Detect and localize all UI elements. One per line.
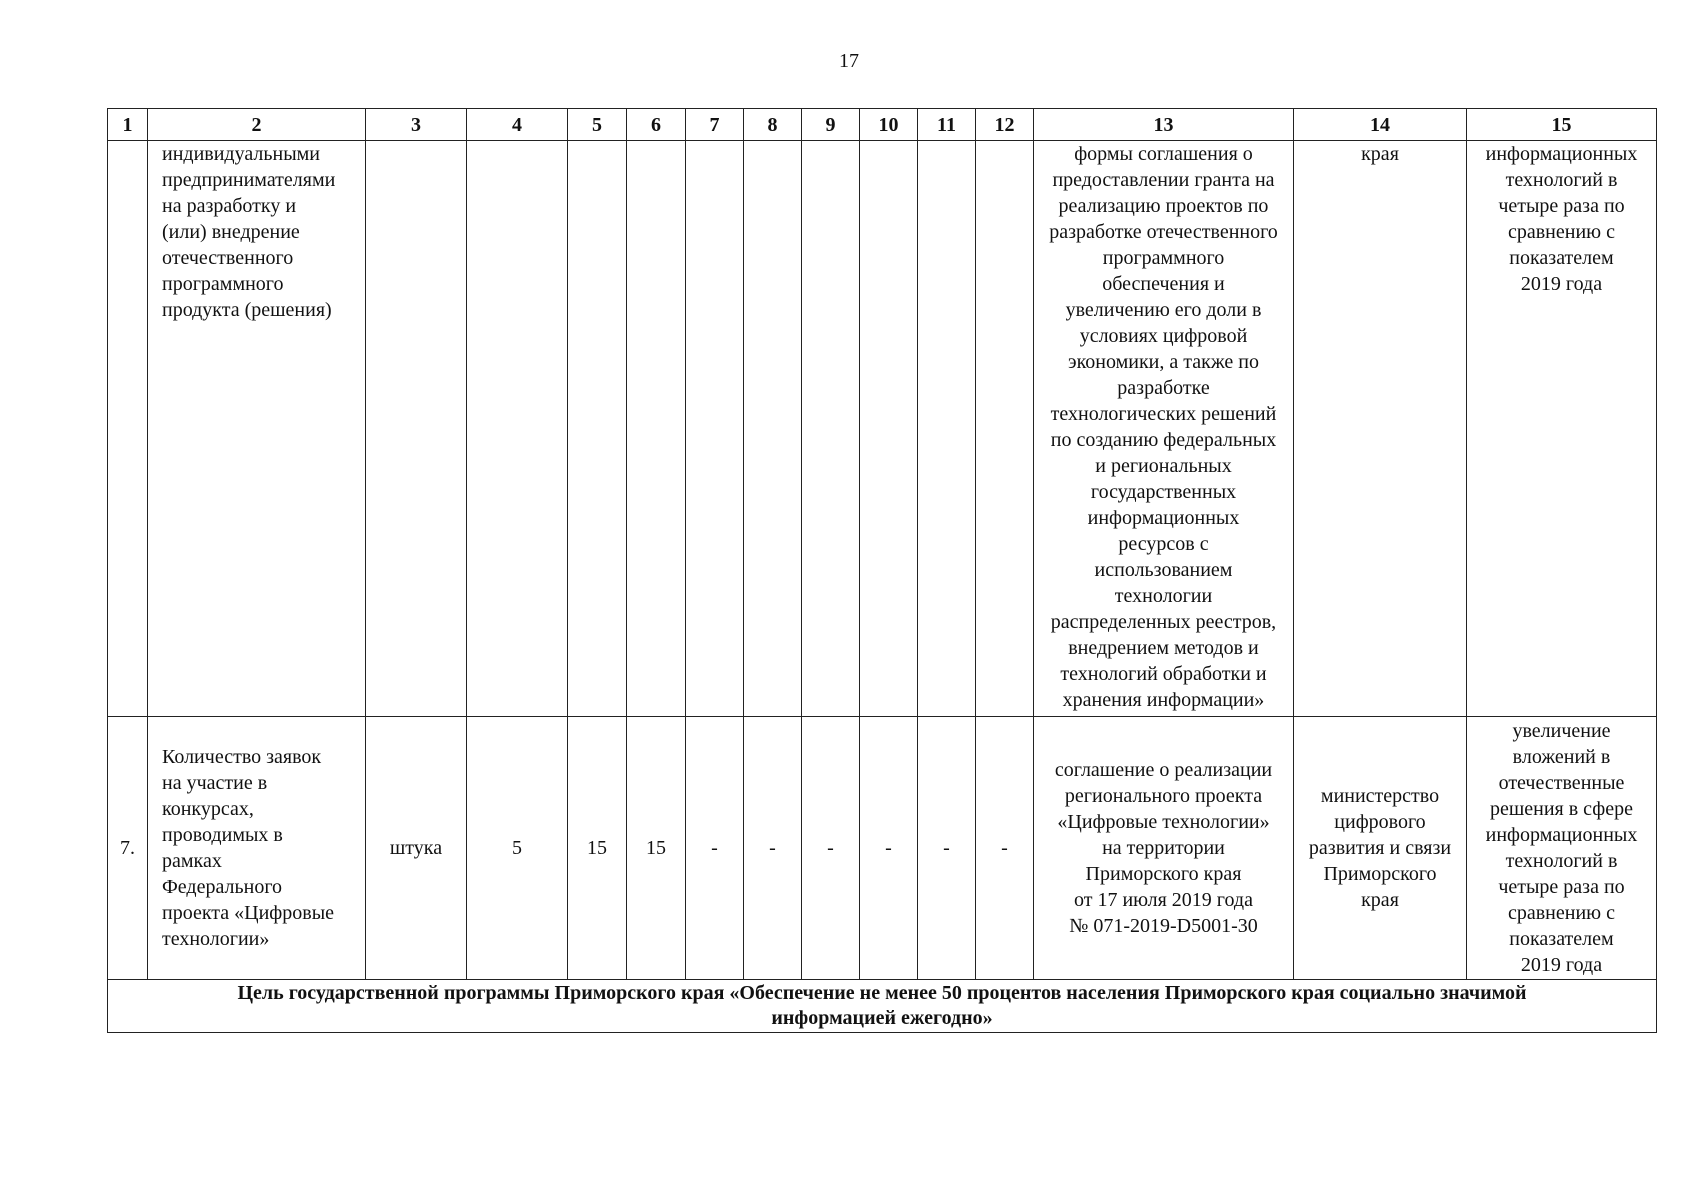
text-line: на разработку и — [162, 195, 297, 217]
cont-cell-6 — [627, 141, 686, 717]
text-line: внедрением методов и — [1068, 637, 1259, 659]
row7-col11: - — [918, 717, 976, 980]
text-line: информационных — [1485, 824, 1638, 846]
text-line: технологических решений — [1050, 403, 1277, 425]
row7-col4: 5 — [467, 717, 568, 980]
text-line: вложений в — [1512, 746, 1611, 768]
row7-col6: 15 — [627, 717, 686, 980]
cont-cell-5 — [568, 141, 627, 717]
cont-document-basis — [1034, 141, 1294, 717]
row7-col10: - — [860, 717, 918, 980]
text-line: ресурсов с — [1118, 533, 1209, 555]
text-line: условиях цифровой — [1079, 325, 1248, 347]
text-line: края — [1361, 143, 1399, 165]
text-line: Количество заявок — [162, 746, 322, 768]
text-line: отечественные — [1498, 772, 1625, 794]
text-line: 2019 года — [1520, 954, 1603, 976]
program-goal — [108, 980, 1657, 1033]
header-cell-1: 1 — [108, 109, 148, 141]
row7-col8: - — [744, 717, 802, 980]
text-line: индивидуальными — [162, 143, 320, 165]
header-cell-13: 13 — [1034, 109, 1294, 141]
text-line: формы соглашения о — [1074, 143, 1253, 165]
text-line: проводимых в — [162, 824, 283, 846]
header-cell-2: 2 — [148, 109, 366, 141]
row7-expected-result — [1467, 717, 1657, 980]
text-line: технологии — [1114, 585, 1213, 607]
text-line: от 17 июля 2019 года — [1074, 889, 1253, 911]
header-cell-8: 8 — [744, 109, 802, 141]
text-line: программного — [1102, 247, 1225, 269]
row7-col12: - — [976, 717, 1034, 980]
text-line: информацией ежегодно» — [771, 1007, 993, 1029]
text-line: предоставлении гранта на — [1052, 169, 1275, 191]
text-line: Федерального — [162, 876, 283, 898]
program-goal-row — [108, 980, 1657, 1033]
text-line: хранения информации» — [1062, 689, 1265, 711]
text-line: информационных — [1087, 507, 1240, 529]
text-line: технологий обработки и — [1060, 663, 1267, 685]
text-line: распределенных реестров, — [1050, 611, 1277, 633]
header-cell-14: 14 — [1294, 109, 1467, 141]
text-line: конкурсах, — [162, 798, 254, 820]
text-line: технологий в — [1505, 169, 1618, 191]
text-line: сравнению с — [1507, 902, 1615, 924]
cont-expected-result — [1467, 141, 1657, 717]
text-line: Цель государственной программы Приморского края «Обеспечение не менее 50 процентов населения Приморского края социально значимой — [237, 982, 1527, 1004]
cont-cell-1 — [108, 141, 148, 717]
indicators-table — [107, 108, 1657, 1033]
cont-cell-9 — [802, 141, 860, 717]
cont-cell-3 — [366, 141, 467, 717]
text-line: увеличение — [1512, 720, 1611, 742]
text-line: и региональных — [1095, 455, 1232, 477]
header-cell-10: 10 — [860, 109, 918, 141]
text-line: на участие в — [162, 772, 268, 794]
text-line: министерство — [1320, 785, 1440, 807]
row7-unit: штука — [366, 717, 467, 980]
text-line: реализацию проектов по — [1058, 195, 1269, 217]
row7-responsible — [1294, 717, 1467, 980]
text-line: края — [1361, 889, 1399, 911]
row7-col9: - — [802, 717, 860, 980]
text-line: проекта «Цифровые — [162, 902, 335, 924]
text-line: сравнению с — [1507, 221, 1615, 243]
header-cell-15: 15 — [1467, 109, 1657, 141]
text-line: государственных — [1090, 481, 1237, 503]
text-line: технологии» — [162, 928, 270, 950]
text-line: разработке — [1117, 377, 1210, 399]
header-cell-4: 4 — [467, 109, 568, 141]
header-cell-3: 3 — [366, 109, 467, 141]
text-line: цифрового — [1334, 811, 1426, 833]
text-line: № 071-2019-D5001-30 — [1069, 915, 1258, 937]
table-row-7 — [108, 717, 1657, 980]
text-line: предпринимателями — [162, 169, 336, 191]
cont-cell-4 — [467, 141, 568, 717]
text-line: использованием — [1094, 559, 1233, 581]
cont-cell-12 — [976, 141, 1034, 717]
row7-document-basis — [1034, 717, 1294, 980]
continuation-row — [108, 141, 1657, 717]
row7-indicator-name — [148, 717, 366, 980]
header-cell-12: 12 — [976, 109, 1034, 141]
cont-indicator-name — [148, 141, 366, 717]
header-cell-9: 9 — [802, 109, 860, 141]
text-line: обеспечения и — [1102, 273, 1225, 295]
text-line: экономики, а также по — [1068, 351, 1259, 373]
text-line: разработке отечественного — [1049, 221, 1278, 243]
text-line: рамках — [162, 850, 222, 872]
text-line: решения в сфере — [1489, 798, 1634, 820]
text-line: технологий в — [1505, 850, 1618, 872]
cont-cell-11 — [918, 141, 976, 717]
row7-col7: - — [686, 717, 744, 980]
text-line: четыре раза по — [1498, 195, 1625, 217]
text-line: «Цифровые технологии» — [1057, 811, 1270, 833]
text-line: программного — [162, 273, 284, 295]
text-line: увеличению его доли в — [1065, 299, 1262, 321]
text-line: продукта (решения) — [162, 299, 332, 321]
text-line: Приморского — [1323, 863, 1437, 885]
text-line: показателем — [1509, 928, 1614, 950]
text-line: четыре раза по — [1498, 876, 1625, 898]
cont-cell-8 — [744, 141, 802, 717]
text-line: информационных — [1485, 143, 1638, 165]
row7-number: 7. — [108, 717, 148, 980]
cont-responsible — [1294, 141, 1467, 717]
text-line: соглашение о реализации — [1054, 759, 1273, 781]
text-line: Приморского края — [1085, 863, 1242, 885]
text-line: развития и связи — [1308, 837, 1452, 859]
text-line: по созданию федеральных — [1050, 429, 1277, 451]
text-line: отечественного — [162, 247, 294, 269]
page-number: 17 — [839, 50, 859, 72]
text-line: на территории — [1102, 837, 1225, 859]
text-line: показателем — [1509, 247, 1614, 269]
header-cell-7: 7 — [686, 109, 744, 141]
row7-col5: 15 — [568, 717, 627, 980]
text-line: регионального проекта — [1064, 785, 1263, 807]
text-line: 2019 года — [1520, 273, 1603, 295]
cont-cell-7 — [686, 141, 744, 717]
header-row — [108, 109, 1657, 141]
cont-cell-10 — [860, 141, 918, 717]
header-cell-11: 11 — [918, 109, 976, 141]
text-line: (или) внедрение — [162, 221, 300, 243]
header-cell-5: 5 — [568, 109, 627, 141]
header-cell-6: 6 — [627, 109, 686, 141]
